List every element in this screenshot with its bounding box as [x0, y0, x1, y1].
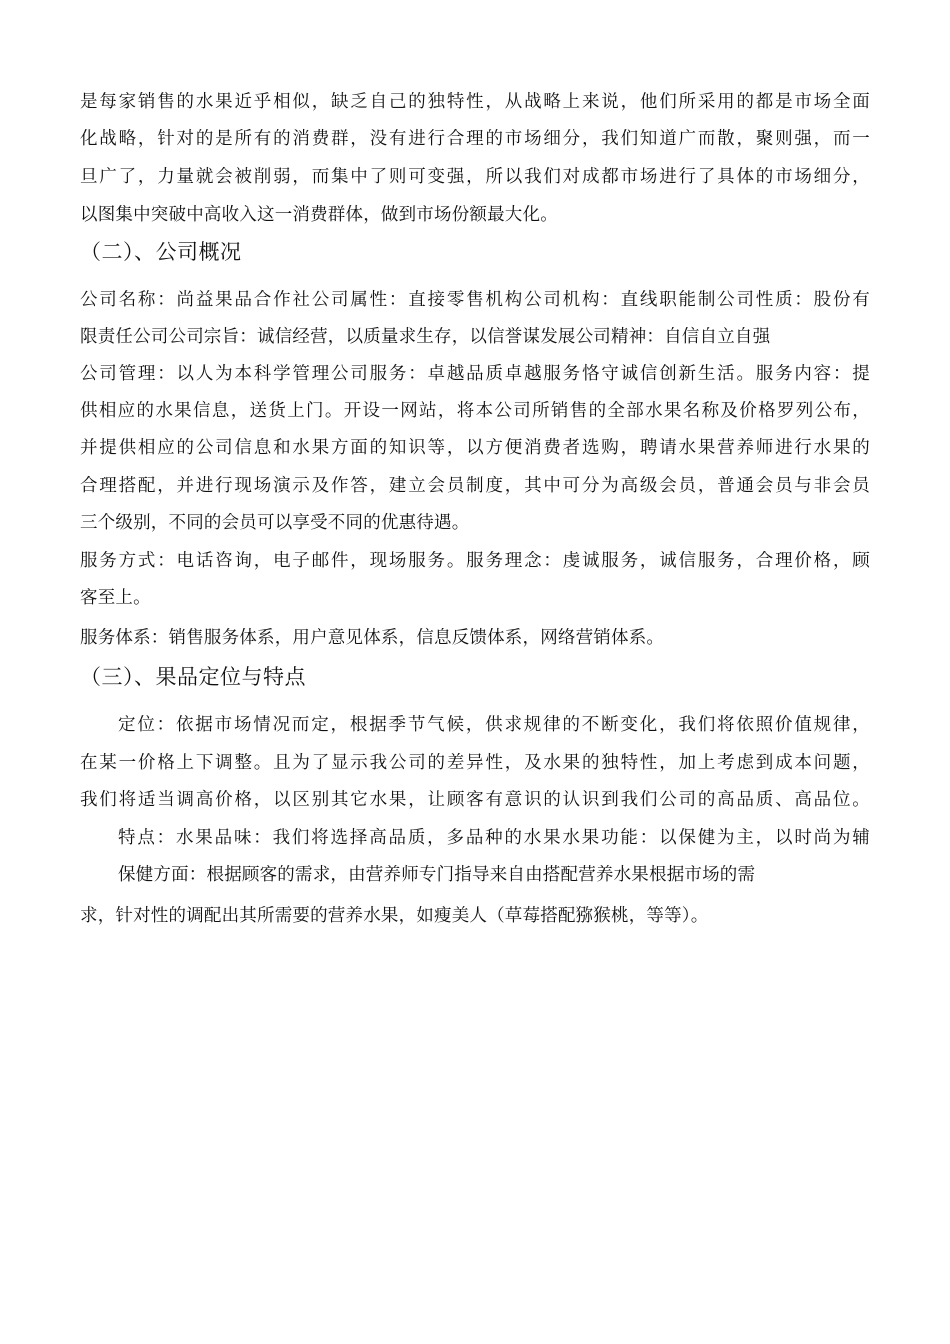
section2-line-8: 服务方式：电话咨询，电子邮件，现场服务。服务理念：虔诚服务，诚信服务，合理价格，顾 [80, 551, 870, 571]
section3-line-2: 在某一价格上下调整。且为了显示我公司的差异性，及水果的独特性，加上考虑到成本问题， [80, 753, 870, 773]
intro-line-4: 以图集中突破中高收入这一消费群体，做到市场份额最大化。 [80, 205, 558, 225]
intro-line-2: 化战略，针对的是所有的消费群，没有进行合理的市场细分，我们知道广而散，聚则强，而一 [80, 129, 870, 149]
section3-line-3: 我们将适当调高价格，以区别其它水果，让顾客有意识的认识到我们公司的高品质、高品位。 [80, 790, 870, 810]
section2-line-10: 服务体系：销售服务体系，用户意见体系，信息反馈体系，网络营销体系。 [80, 628, 665, 648]
section2-line-7: 三个级别，不同的会员可以享受不同的优惠待遇。 [80, 513, 470, 533]
section2-line-6: 合理搭配，并进行现场演示及作答，建立会员制度，其中可分为高级会员，普通会员与非会员 [80, 476, 870, 496]
section3-line-5: 保健方面：根据顾客的需求，由营养师专门指导来自由搭配营养水果根据市场的需 [118, 865, 756, 885]
section-heading-positioning: （三）、果品定位与特点 [80, 665, 306, 689]
section2-line-9: 客至上。 [80, 588, 151, 608]
intro-line-3: 旦广了，力量就会被削弱，而集中了则可变强，所以我们对成都市场进行了具体的市场细分， [80, 167, 870, 187]
section2-line-2: 限责任公司公司宗旨：诚信经营，以质量求生存，以信誉谋发展公司精神：自信自立自强 [80, 327, 771, 347]
section2-line-3: 公司管理：以人为本科学管理公司服务：卓越品质卓越服务恪守诚信创新生活。服务内容：提 [80, 364, 870, 384]
section3-line-4: 特点：水果品味：我们将选择高品质，多品种的水果水果功能：以保健为主，以时尚为辅 [118, 828, 870, 848]
section3-line-1: 定位：依据市场情况而定，根据季节气候，供求规律的不断变化，我们将依照价值规律， [118, 715, 870, 735]
section2-line-1: 公司名称：尚益果品合作社公司属性：直接零售机构公司机构：直线职能制公司性质：股份有 [80, 290, 870, 310]
section3-line-6: 求，针对性的调配出其所需要的营养水果，如瘦美人（草莓搭配猕猴桃，等等）。 [80, 906, 709, 926]
section2-line-5: 并提供相应的公司信息和水果方面的知识等，以方便消费者选购，聘请水果营养师进行水果的 [80, 438, 870, 458]
section2-line-4: 供相应的水果信息，送货上门。开设一网站，将本公司所销售的全部水果名称及价格罗列公布， [80, 401, 870, 421]
intro-line-1: 是每家销售的水果近乎相似，缺乏自己的独特性，从战略上来说，他们所采用的都是市场全面 [80, 92, 870, 112]
section-heading-company-overview: （二）、公司概况 [80, 240, 242, 264]
